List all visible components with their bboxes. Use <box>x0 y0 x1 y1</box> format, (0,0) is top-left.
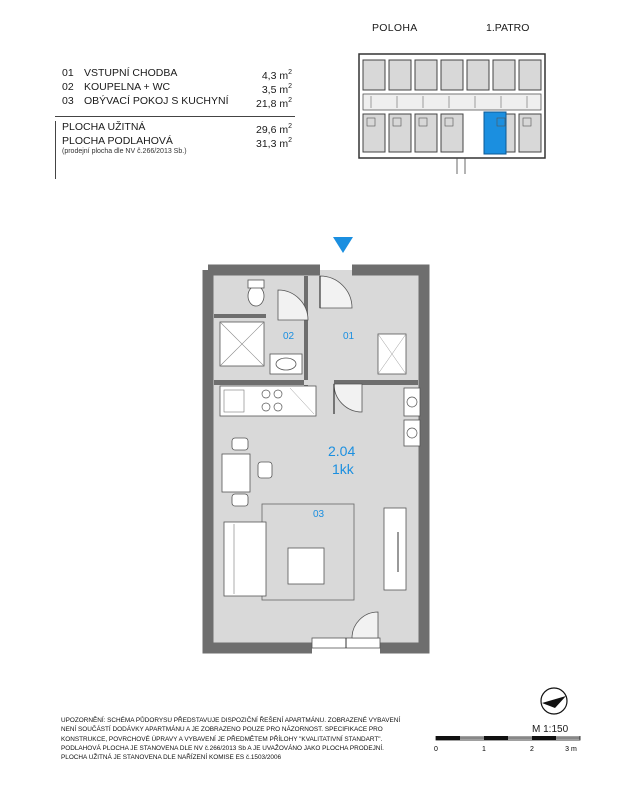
room-label-02: 02 <box>283 331 295 342</box>
room-area: 3,5 $m^2$ <box>261 83 292 96</box>
scale-tick: 1 <box>482 746 486 753</box>
scale-tick: 0 <box>434 746 438 753</box>
room-label-01: 01 <box>343 331 355 342</box>
room-name: KOUPELNA + WC <box>84 81 171 93</box>
north-arrow-icon <box>539 686 569 716</box>
scale-tick: 2 <box>530 746 534 753</box>
disclaimer-line: NENÍ SOUČÁSTÍ DODÁVKY APARTMÁNU A JE ZOBRAZENO POUZE PRO NÁZORNOST. SPECIFIKACE PRO <box>61 726 383 734</box>
room-number: 01 <box>62 67 74 79</box>
disclaimer-line: PODLAHOVÁ PLOCHA JE STANOVENA DLE NV č.266/2013 Sb A JE UVAŽOVÁNO JAKO PLOCHA PRODEJNÍ. <box>61 744 384 752</box>
scale-bar <box>433 736 583 756</box>
total-area: 29,6 $m^2$ <box>255 123 292 136</box>
disclaimer <box>61 716 411 762</box>
top-edge-marks <box>52 4 302 6</box>
room-number: 03 <box>62 95 74 107</box>
unit-type: 1kk <box>332 461 354 477</box>
disclaimer-line: PLOCHA UŽITNÁ JE STANOVENA DLE NAŘÍZENÍ KOMISE ES č.1503/2006 <box>61 754 282 762</box>
room-area: 21,8 $m^2$ <box>255 97 292 110</box>
totals-note: (prodejní plocha dle NV č.266/2013 Sb.) <box>62 148 187 155</box>
scale-tick: 3 m <box>565 746 577 753</box>
room-area: 4,3 $m^2$ <box>261 69 292 82</box>
total-area: 31,3 $m^2$ <box>255 137 292 150</box>
total-name: PLOCHA PODLAHOVÁ <box>62 135 173 147</box>
entrance-arrow-icon <box>333 237 353 253</box>
key-plan-highlight <box>484 112 506 154</box>
totals-bracket <box>55 121 56 179</box>
total-row <box>62 134 302 148</box>
total-row <box>62 120 302 134</box>
total-name: PLOCHA UŽITNÁ <box>62 121 146 133</box>
key-plan <box>357 52 547 178</box>
floor-plan <box>200 262 432 656</box>
room-schedule <box>62 66 302 108</box>
floor-label: 1.PATRO <box>486 22 530 34</box>
room-row <box>62 66 302 80</box>
room-number: 02 <box>62 81 74 93</box>
schedule-divider <box>55 116 295 117</box>
disclaimer-line: UPOZORNĚNÍ: SCHÉMA PŮDORYSU PŘEDSTAVUJE DISPOZIČNÍ ŘEŠENÍ APARTMÁNU. ZOBRAZENÉ VYBAVENÍ <box>61 717 401 724</box>
room-name: OBÝVACÍ POKOJ S KUCHYNÍ <box>84 95 229 107</box>
area-totals <box>62 120 302 148</box>
scale-label: M 1:150 <box>532 724 569 735</box>
unit-number: 2.04 <box>328 443 356 459</box>
location-label: POLOHA <box>372 22 418 34</box>
room-row <box>62 94 302 108</box>
room-label-03: 03 <box>313 509 325 520</box>
disclaimer-line: KONSTRUKCE, POVRCHOVÉ ÚPRAVY A VYBAVENÍ JE PŘEDMĚTEM PŘÍLOHY "KVALITATIVNÍ STANDART". <box>61 735 383 743</box>
room-row <box>62 80 302 94</box>
room-name: VSTUPNÍ CHODBA <box>84 67 178 79</box>
